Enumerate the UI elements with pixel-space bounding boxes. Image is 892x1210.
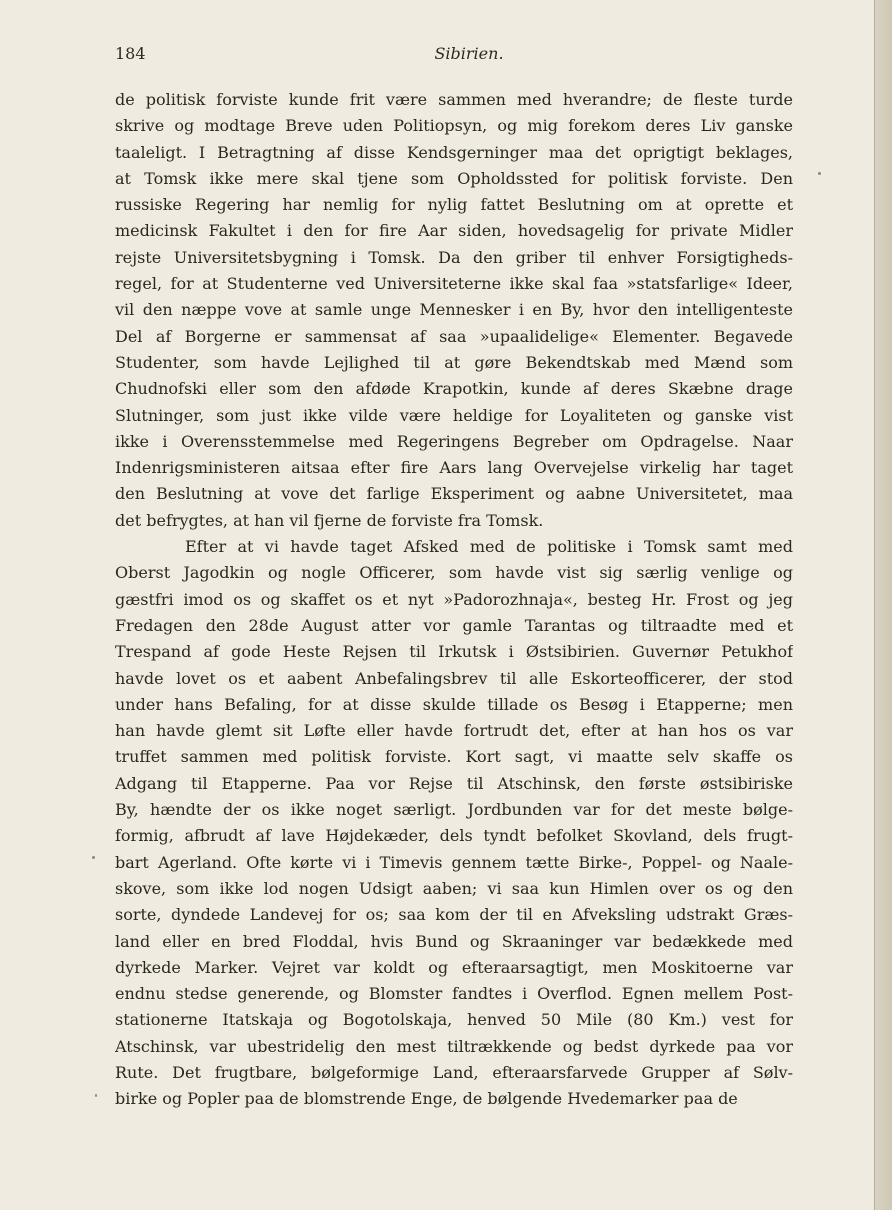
text-line: rejste Universitetsbygning i Tomsk. Da den griber til enhver Forsigtigheds- bbox=[115, 247, 793, 267]
text-line: russiske Regering har nemlig for nylig fattet Beslutning om at oprette et bbox=[115, 195, 793, 215]
text-line: Indenrigsministeren aitsaa efter fire Aars lang Overvejelse virkelig har taget bbox=[115, 458, 793, 478]
text-line: formig, afbrudt af lave Højdekæder, dels tyndt befolket Skovland, dels frugt- bbox=[115, 826, 793, 846]
text-line: den Beslutning at vove det farlige Eksperiment og aabne Universitetet, maa bbox=[115, 484, 793, 504]
text-line: Fredagen den 28de August atter vor gamle Tarantas og tiltraadte med et bbox=[115, 615, 793, 635]
running-title: Sibirien. bbox=[434, 44, 504, 63]
text-line: endnu stedse generende, og Blomster fandtes i Overflod. Egnen mellem Post- bbox=[115, 984, 793, 1004]
text-line: han havde glemt sit Løfte eller havde fortrudt det, efter at han hos os var bbox=[115, 721, 793, 741]
text-line: Studenter, som havde Lejlighed til at gøre Bekendtskab med Mænd som bbox=[115, 352, 793, 372]
text-line: Oberst Jagodkin og nogle Officerer, som havde vist sig særlig venlige og bbox=[115, 563, 793, 583]
text-line: Slutninger, som just ikke vilde være heldige for Loyaliteten og ganske vist bbox=[115, 405, 793, 425]
body-text bbox=[115, 87, 793, 1113]
text-line: det befrygtes, at han vil fjerne de forviste fra Tomsk. bbox=[115, 510, 544, 530]
text-line: vil den næppe vove at samle unge Mennesker i en By, hvor den intelligenteste bbox=[115, 300, 793, 320]
text-line: Chudnofski eller som den afdøde Krapotkin, kunde af deres Skæbne drage bbox=[115, 379, 793, 399]
text-line: birke og Popler paa de blomstrende Enge, de bølgende Hvedemarker paa de bbox=[115, 1089, 738, 1109]
text-line: gæstfri imod os og skaffet os et nyt »Padorozhnaja«, besteg Hr. Frost og jeg bbox=[115, 589, 793, 609]
text-line: skove, som ikke lod nogen Udsigt aaben; vi saa kun Himlen over os og den bbox=[115, 878, 793, 898]
text-line: Rute. Det frugtbare, bølgeformige Land, efteraarsfarvede Grupper af Sølv- bbox=[115, 1062, 793, 1082]
paper-speck bbox=[92, 856, 95, 859]
page-number: 184 bbox=[115, 44, 146, 63]
text-line: de politisk forviste kunde frit være sammen med hverandre; de fleste turde bbox=[115, 90, 793, 109]
text-line: ikke i Overensstemmelse med Regeringens Begreber om Opdragelse. Naar bbox=[115, 431, 793, 451]
text-line: sorte, dyndede Landevej for os; saa kom der til en Afveksling udstrakt Græs- bbox=[115, 905, 793, 925]
page-edge bbox=[874, 0, 892, 1210]
text-line: Adgang til Etapperne. Paa vor Rejse til Atschinsk, den første østsibiriske bbox=[115, 773, 793, 793]
text-line: regel, for at Studenterne ved Universiteterne ikke skal faa »statsfarlige« Ideer, bbox=[115, 274, 793, 294]
text-line: medicinsk Fakultet i den for fire Aar siden, hovedsagelig for private Midler bbox=[115, 221, 793, 241]
text-line: land eller en bred Floddal, hvis Bund og Skraaninger var bedækkede med bbox=[115, 931, 793, 951]
text-line: under hans Befaling, for at disse skulde tillade os Besøg i Etapperne; men bbox=[115, 694, 793, 714]
text-line: Trespand af gode Heste Rejsen til Irkutsk i Østsibirien. Guvernør Petukhof bbox=[115, 642, 793, 662]
text-line: By, hændte der os ikke noget særligt. Jordbunden var for det meste bølge- bbox=[115, 800, 793, 820]
paper-speck bbox=[95, 1094, 97, 1097]
running-head bbox=[115, 44, 793, 68]
text-line: skrive og modtage Breve uden Politiopsyn, og mig forekom deres Liv ganske bbox=[115, 116, 793, 136]
text-line: dyrkede Marker. Vejret var koldt og efteraarsagtigt, men Moskitoerne var bbox=[115, 957, 793, 977]
text-line: Atschinsk, var ubestridelig den mest tiltrækkende og bedst dyrkede paa vor bbox=[115, 1036, 793, 1056]
text-line: truffet sammen med politisk forviste. Kort sagt, vi maatte selv skaffe os bbox=[115, 747, 793, 767]
text-line: havde lovet os et aabent Anbefalingsbrev til alle Eskorteofficerer, der stod bbox=[115, 668, 793, 688]
paper-speck bbox=[818, 172, 821, 175]
text-line: Efter at vi havde taget Afsked med de politiske i Tomsk samt med bbox=[185, 537, 793, 557]
text-line: stationerne Itatskaja og Bogotolskaja, henved 50 Mile (80 Km.) vest for bbox=[115, 1010, 793, 1030]
text-line: bart Agerland. Ofte kørte vi i Timevis gennem tætte Birke-, Poppel- og Naale- bbox=[115, 852, 793, 872]
text-line: at Tomsk ikke mere skal tjene som Opholdssted for politisk forviste. Den bbox=[115, 168, 793, 188]
text-line: taaleligt. I Betragtning af disse Kendsgerninger maa det oprigtigt beklages, bbox=[115, 142, 793, 162]
text-line: Del af Borgerne er sammensat af saa »upaalidelige« Elementer. Begavede bbox=[115, 326, 793, 346]
